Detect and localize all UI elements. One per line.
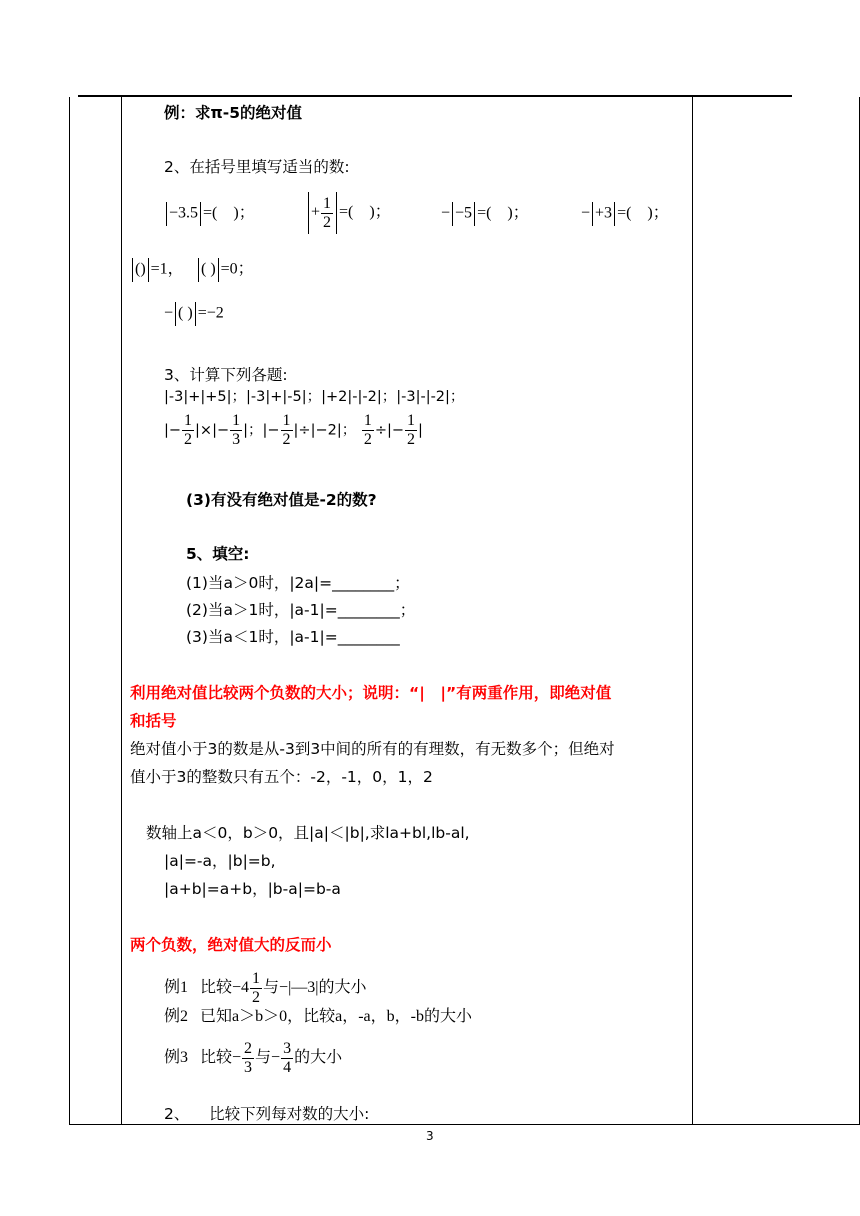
red-note-3: 两个负数，绝对值大的反而小 <box>130 936 332 954</box>
q2-heading: 2、在括号里填写适当的数: <box>164 158 350 176</box>
note-line-1: 绝对值小于3的数是从-3到3中间的所有的有理数，有无数多个；但绝对 <box>130 740 615 758</box>
q3-line2: |− $\frac{1}{2}$ |×|− $\frac{1}{3}$ |；|− $\frac{1}{2}$ |÷|−2|； $\frac{1}{2}$ ÷|− $\frac{1}{2}$ | <box>164 412 423 448</box>
q3-heading: 3、计算下列各题: <box>164 366 288 384</box>
q5-heading: 5、填空: <box>186 545 250 563</box>
axis-line-1: 数轴上a＜0，b＞0，且|a|＜|b|,求la+bl,lb-al, <box>146 824 470 842</box>
q2-item-d: − +3 =( )； <box>581 202 669 226</box>
q3-line1: |-3|+|+5|；|-3|+|-5|；|+2|-|-2|；|-3|-|-2|； <box>164 389 465 405</box>
example-2: 例2 已知a＞b＞0，比较a，-a，b，-b的大小 <box>164 1008 472 1025</box>
table-border-col1 <box>121 97 122 1124</box>
table-border-col2 <box>692 97 693 1124</box>
q5-item-1: (1)当a＞0时，|2a|=________； <box>186 574 410 592</box>
q-negative-abs: (3)有没有绝对值是-2的数? <box>186 491 377 509</box>
q-compare: 2、 比较下列每对数的大小: <box>164 1105 370 1123</box>
q5-item-2: (2)当a＞1时，|a-1|=________； <box>186 601 416 619</box>
q5-item-3: (3)当a＜1时，|a-1|=________ <box>186 628 400 646</box>
red-note-2: 和括号 <box>130 712 177 730</box>
top-rule <box>78 95 792 97</box>
q2-item-e: () =1， <box>130 258 184 282</box>
axis-line-3: |a+b|=a+b，|b-a|=b-a <box>164 880 341 898</box>
example-3: 例3 比较− $\frac{2}{3}$ 与− $\frac{3}{4}$ 的大小 <box>164 1040 343 1076</box>
q2-item-a: −3.5 =( )； <box>164 202 255 226</box>
page-number: 3 <box>426 1129 434 1143</box>
q2-item-f: ( ) =0； <box>196 258 254 282</box>
table-border-left <box>69 97 70 1124</box>
axis-line-2: |a|=-a，|b|=b, <box>164 852 276 870</box>
note-line-2: 值小于3的整数只有五个：-2，-1，0，1，2 <box>130 768 433 786</box>
q2-item-g: − ( ) =−2 <box>164 302 224 326</box>
q2-item-c: − −5 =( )； <box>441 202 529 226</box>
table-border-bottom <box>69 1124 860 1125</box>
example-pi: 例：求π-5的绝对值 <box>164 104 302 122</box>
q2-item-b: + $\frac{1}{2}$ =( )； <box>306 192 391 234</box>
example-1: 例1 比较−4 $\frac{1}{2}$ 与−|—3|的大小 <box>164 970 367 1006</box>
red-note-1: 利用绝对值比较两个负数的大小；说明：“| |”有两重作用，即绝对值 <box>130 684 612 702</box>
